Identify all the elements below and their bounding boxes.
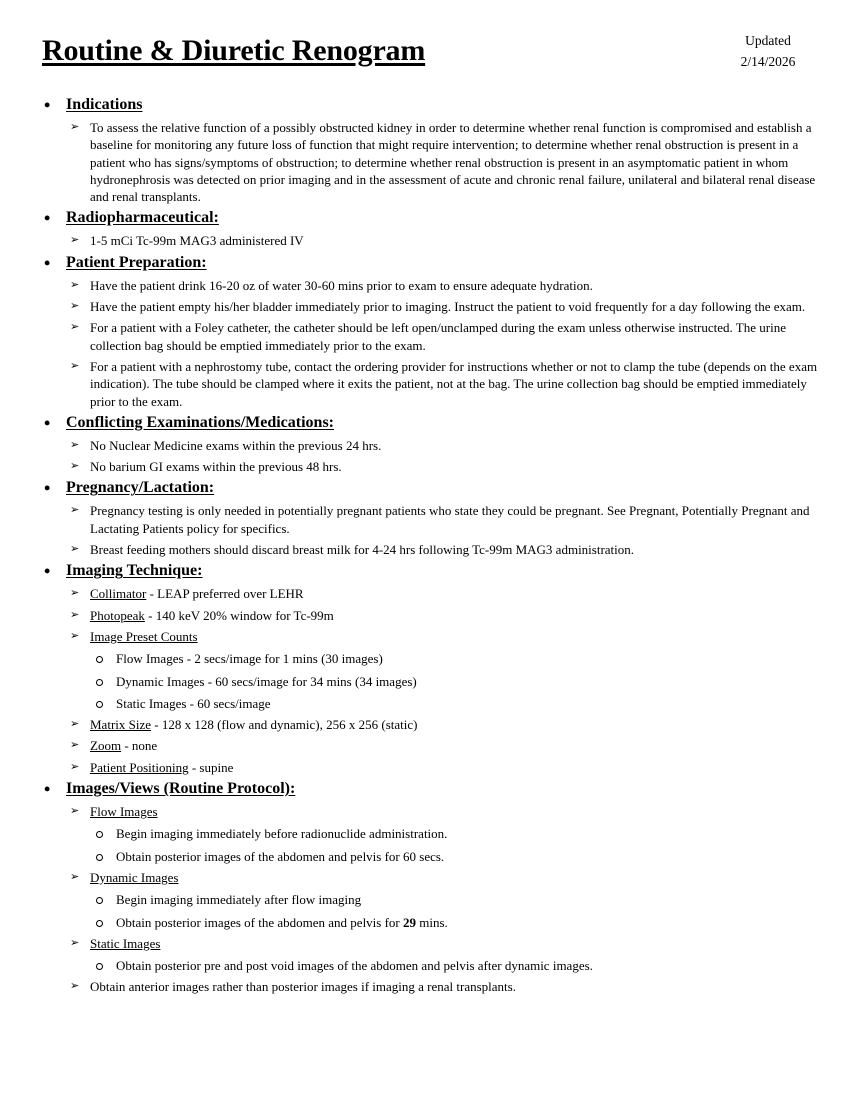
list-item: ➢ For a patient with a Foley catheter, the catheter should be left open/unclamped during the exam unless otherwise instructed. The urine collection bag should be emptied immediately prior to the exam. [70,320,786,353]
bullet-icon: • [44,412,51,433]
arrow-bullet-icon: ➢ [70,359,80,372]
section-heading: • Imaging Technique: [44,561,203,582]
arrow-bullet-icon: ➢ [70,718,80,731]
circle-bullet-icon [96,679,103,686]
arrow-bullet-icon: ➢ [70,608,80,621]
circle-bullet-icon [96,701,103,708]
list-item: ➢ Flow Images [70,804,158,820]
circle-bullet-icon [96,854,103,861]
sub-list-item: Begin imaging immediately after flow imaging [40,891,820,908]
list-item: ➢ Obtain anterior images rather than posterior images if imaging a renal transplants. [70,979,516,995]
arrow-bullet-icon: ➢ [70,805,80,818]
bullet-icon: • [44,561,51,582]
list-item: ➢ Static Images [70,935,161,951]
arrow-bullet-icon: ➢ [70,870,80,883]
list-item: ➢ For a patient with a nephrostomy tube, contact the ordering provider for instructions whether or not to clamp the tube (depends on the exam indication). The tube should be clamped where it exits the patient, not at the bag. The urine collection bag should be emptied immediately prior to the exam. [70,358,818,409]
arrow-bullet-icon: ➢ [70,587,80,600]
updated-date: 2/14/2026 [740,54,796,69]
arrow-bullet-icon: ➢ [70,300,80,313]
arrow-bullet-icon: ➢ [70,278,80,291]
list-item: ➢ Photopeak - 140 keV 20% window for Tc-99m [70,607,334,623]
list-item: ➢ Dynamic Images [70,869,179,885]
list-item: ➢ No barium GI exams within the previous 48 hrs. [70,459,342,475]
list-item: ➢ Image Preset Counts [70,628,198,644]
arrow-bullet-icon: ➢ [70,121,80,133]
list-item: ➢ Pregnancy testing is only needed in potentially pregnant patients who state they could be pregnant. See Pregnant, Potentially Pregnant and Lactating Patients policy for specifics. [70,503,810,536]
sub-list-item: Flow Images - 2 secs/image for 1 mins (30 images) [40,650,820,667]
circle-bullet-icon [96,963,103,970]
arrow-bullet-icon: ➢ [70,936,80,949]
updated-label: Updated [745,33,791,48]
section-heading: • Images/Views (Routine Protocol): [44,779,296,800]
arrow-bullet-icon: ➢ [70,629,80,642]
section-imaging-technique [40,561,820,776]
arrow-bullet-icon: ➢ [70,234,80,247]
list-item: ➢ No Nuclear Medicine exams within the previous 24 hrs. [70,437,382,453]
list-item: ➢ Zoom - none [70,738,158,754]
arrow-bullet-icon: ➢ [70,438,80,451]
list-item: ➢ Have the patient empty his/her bladder immediately prior to imaging. Instruct the patient to void frequently for a day following the exam. [70,299,806,315]
page-title: Routine & Diuretic Renogram [42,34,426,67]
bullet-icon: • [44,95,51,115]
sub-list-item: Obtain posterior images of the abdomen and pelvis for 60 secs. [40,848,820,865]
section-conflicting-exams [40,413,820,476]
sub-list-item: Obtain posterior images of the abdomen and pelvis for 29 mins. [40,914,820,931]
section-heading: • Radiopharmaceutical: [44,208,219,229]
document-body [40,92,820,996]
section-patient-preparation [40,253,820,410]
bullet-icon: • [44,252,51,273]
section-heading: • Conflicting Examinations/Medications: [44,412,335,433]
list-item: ➢ Have the patient drink 16-20 oz of water 30-60 mins prior to exam to ensure adequate hydration. [70,277,593,293]
sub-list-item: Obtain posterior pre and post void images of the abdomen and pelvis after dynamic images. [40,957,820,974]
sub-list-item: Dynamic Images - 60 secs/image for 34 mins (34 images) [40,673,820,690]
bullet-icon: • [44,208,51,229]
list-item: ➢ To assess the relative function of a possibly obstructed kidney in order to determine whether renal function is compromised and establish a baseline for monitoring any future loss of function that might require intervention; to determine whether renal obstruction is present in a patient who has signs/symptoms of obstruction; to determine whether renal obstruction is present in an asymptomatic patient in whom hydronephrosis was detected on prior imaging and in the assessment of acute and chronic renal failure, unilateral and bilateral renal disease and renal transplants. [70,120,816,205]
section-radiopharmaceutical [40,208,820,249]
arrow-bullet-icon: ➢ [70,739,80,752]
list-item: ➢ 1-5 mCi Tc-99m MAG3 administered IV [70,233,304,249]
section-images-views [40,779,820,996]
bullet-icon: • [44,779,51,800]
list-item: ➢ Breast feeding mothers should discard breast milk for 4-24 hrs following Tc-99m MAG3 administration. [70,542,635,558]
list-item: ➢ Patient Positioning - supine [70,759,234,775]
circle-bullet-icon [96,920,103,927]
arrow-bullet-icon: ➢ [70,460,80,473]
section-heading: • Patient Preparation: [44,252,207,273]
sub-list-item: Begin imaging immediately before radionuclide administration. [40,825,820,842]
section-indications [40,95,820,205]
section-heading: • Indications [44,95,143,115]
arrow-bullet-icon: ➢ [70,504,80,517]
list-item: ➢ Collimator - LEAP preferred over LEHR [70,586,304,602]
sub-list-item: Static Images - 60 secs/image [40,695,820,712]
bullet-icon: • [44,478,51,499]
arrow-bullet-icon: ➢ [70,543,80,556]
arrow-bullet-icon: ➢ [70,321,80,334]
circle-bullet-icon [96,656,103,663]
circle-bullet-icon [96,897,103,904]
section-pregnancy-lactation [40,478,820,558]
list-item: ➢ Matrix Size - 128 x 128 (flow and dynamic), 256 x 256 (static) [70,717,418,733]
arrow-bullet-icon: ➢ [70,760,80,773]
section-heading: • Pregnancy/Lactation: [44,478,215,499]
circle-bullet-icon [96,831,103,838]
arrow-bullet-icon: ➢ [70,980,80,993]
updated-block [720,30,816,72]
